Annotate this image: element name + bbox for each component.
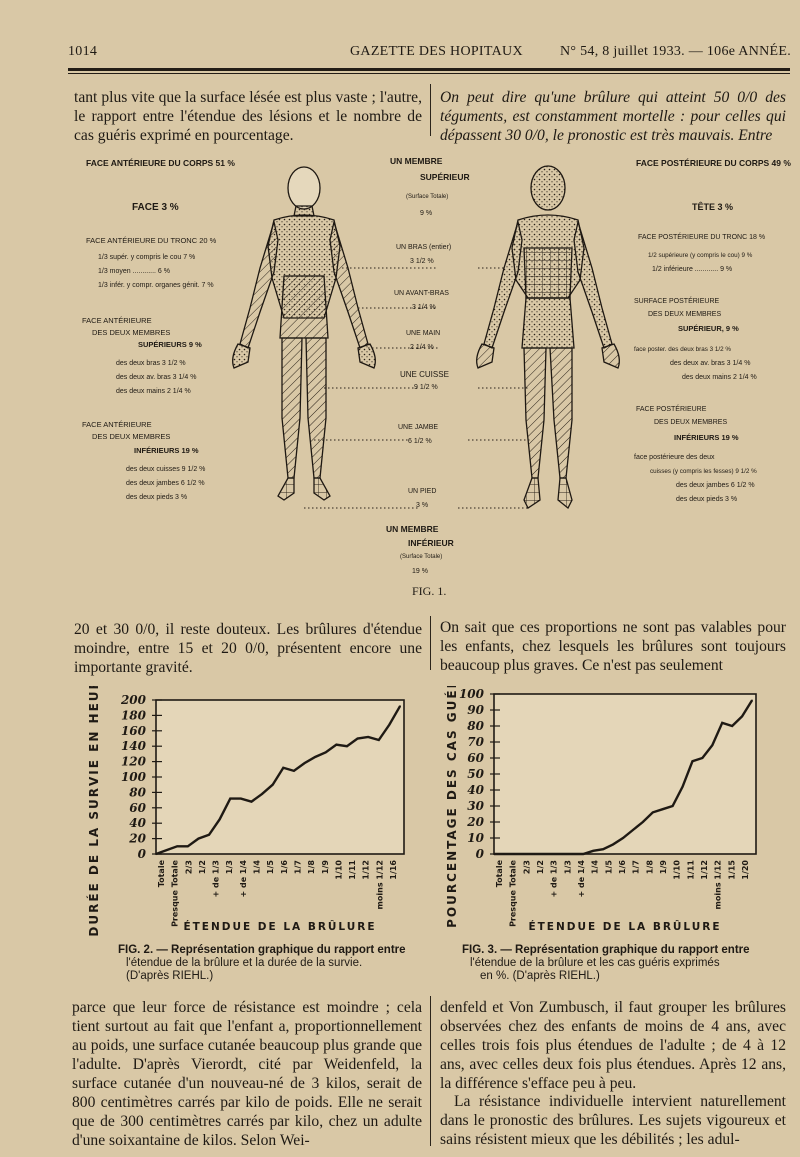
label-posterior-lower-item-4: des deux pieds 3 % bbox=[676, 496, 738, 503]
x-tick-label: 1/20 bbox=[741, 860, 750, 880]
y-tick-label: 80 bbox=[467, 719, 484, 733]
label-lower-member-3: (Surface Totale) bbox=[400, 554, 443, 560]
label-cuisse-value: 9 1/2 % bbox=[414, 384, 438, 391]
label-anterior-trunk: FACE ANTÉRIEURE DU TRONC 20 % bbox=[86, 236, 217, 245]
label-posterior-upper-2: DES DEUX MEMBRES bbox=[648, 311, 722, 318]
middle-text-left: 20 et 30 0/0, il reste douteux. Les brûlures d'étendue moindre, entre 15 et 20 0/0, présentent encore une importante gravité. bbox=[74, 621, 422, 676]
label-upper-member-3: (Surface Totale) bbox=[406, 194, 449, 200]
data-point bbox=[513, 853, 515, 855]
data-point bbox=[543, 853, 545, 855]
label-upper-item-3: des deux mains 2 1/4 % bbox=[116, 388, 191, 395]
label-upper-1: FACE ANTÉRIEURE bbox=[82, 316, 152, 325]
x-tick-label: 1/12 bbox=[361, 860, 371, 880]
data-point bbox=[399, 705, 401, 707]
label-jambe: UNE JAMBE bbox=[398, 424, 439, 431]
label-pied: UN PIED bbox=[408, 488, 437, 495]
label-trunk-item-2: 1/3 moyen ............ 6 % bbox=[98, 268, 170, 275]
data-point bbox=[493, 853, 495, 855]
figure-1-body-diagram bbox=[78, 148, 790, 600]
x-tick-label: 1/16 bbox=[389, 860, 398, 880]
x-tick-label: 1/4 bbox=[252, 860, 262, 875]
label-lower-member-4: 19 % bbox=[412, 568, 428, 575]
data-point bbox=[741, 716, 743, 718]
data-point bbox=[187, 845, 189, 847]
data-point bbox=[751, 700, 753, 702]
data-point bbox=[261, 793, 263, 795]
data-point bbox=[672, 805, 674, 807]
chart-2-svg bbox=[444, 686, 790, 936]
data-point bbox=[378, 739, 380, 741]
label-upper-2: DES DEUX MEMBRES bbox=[92, 328, 171, 337]
label-posterior-trunk: FACE POSTÉRIEURE DU TRONC 18 % bbox=[638, 234, 766, 241]
y-tick-label: 0 bbox=[475, 847, 484, 861]
label-posterior-lower-3: INFÉRIEURS 19 % bbox=[674, 433, 739, 442]
y-tick-label: 70 bbox=[467, 735, 484, 749]
journal-title: GAZETTE DES HOPITAUX bbox=[350, 44, 523, 59]
x-tick-label: 1/10 bbox=[672, 860, 682, 880]
y-tick-label: 30 bbox=[467, 799, 484, 813]
y-tick-label: 10 bbox=[467, 831, 484, 845]
label-posterior-trunk-2: 1/2 inférieure ............ 9 % bbox=[652, 266, 733, 273]
column-rule-2 bbox=[430, 616, 431, 670]
data-point bbox=[682, 786, 684, 788]
y-axis-label: POURCENTAGE DES CAS GUÉRIS bbox=[445, 686, 459, 928]
back-figure bbox=[477, 166, 620, 508]
header-rule-thin bbox=[68, 73, 790, 74]
data-point bbox=[198, 838, 200, 840]
data-point bbox=[563, 853, 565, 855]
y-tick-label: 200 bbox=[120, 693, 146, 707]
figure-3-caption bbox=[462, 944, 782, 983]
bottom-text-left: parce que leur force de résistance est moindre ; cela tient surtout au fait que l'enfant a, proportionnellement au poids, une surface cutanée beaucoup plus grande que l'adulte. D'après Vierordt, cité par Weidenfeld, la surface cutanée d'un nouveau-né de 3 kilos, serait de 800 centimètres carrés par kilo de poids. Elle ne serait que de 300 centimètres carrés par kilo, chez un adulte d'une soixantaine de kilos. Selon Wei- bbox=[72, 999, 422, 1149]
chart-cured-percentage bbox=[444, 686, 790, 936]
x-tick-label: moins 1/12 bbox=[713, 860, 723, 910]
data-point bbox=[662, 808, 664, 810]
y-tick-label: 60 bbox=[129, 800, 146, 815]
label-lower-item-3: des deux pieds 3 % bbox=[126, 494, 188, 501]
figure-2-caption-line-1: FIG. 2. — Représentation graphique du rapport entre bbox=[118, 944, 406, 956]
label-lower-2: DES DEUX MEMBRES bbox=[92, 432, 171, 441]
data-point bbox=[282, 767, 284, 769]
x-tick-label: 1/9 bbox=[659, 860, 668, 875]
x-tick-label: Totale bbox=[157, 860, 166, 888]
x-tick-label: + de 1/3 bbox=[549, 860, 559, 898]
data-point bbox=[208, 834, 210, 836]
bottom-text-right-2: La résistance individuelle intervient naturellement dans le pronostic des brûlures. Les sujets vigoureux et sains résistent mieux que les débilités ; les adul- bbox=[440, 1093, 786, 1148]
label-upper-item-1: des deux bras 3 1/2 % bbox=[116, 360, 186, 367]
label-avant-bras: UN AVANT-BRAS bbox=[394, 290, 449, 297]
x-axis-label: ÉTENDUE DE LA BRÛLURE bbox=[528, 921, 722, 933]
data-point bbox=[553, 853, 555, 855]
x-tick-label: 1/11 bbox=[348, 860, 358, 880]
data-point bbox=[219, 818, 221, 820]
figure-3-caption-line-2: l'étendue de la brûlure et les cas guéris exprimés bbox=[470, 957, 720, 969]
label-pied-value: 3 % bbox=[416, 502, 429, 509]
figure-3-caption-line-1: FIG. 3. — Représentation graphique du rapport entre bbox=[462, 944, 750, 956]
label-upper-member-1: UN MEMBRE bbox=[390, 156, 443, 166]
data-point bbox=[711, 744, 713, 746]
x-tick-label: + de 1/4 bbox=[238, 860, 248, 898]
label-posterior-lower-item-2: cuisses (y compris les fesses) 9 1/2 % bbox=[650, 468, 757, 475]
data-point bbox=[251, 801, 253, 803]
data-point bbox=[582, 853, 584, 855]
data-point bbox=[166, 849, 168, 851]
figure-2-caption-line-2: l'étendue de la brûlure et la durée de la survie. bbox=[126, 957, 363, 969]
label-upper-member-2: SUPÉRIEUR bbox=[420, 172, 470, 182]
label-lower-1: FACE ANTÉRIEURE bbox=[82, 420, 152, 429]
x-tick-label: 1/9 bbox=[320, 860, 330, 875]
data-point bbox=[523, 853, 525, 855]
x-tick-label: 2/3 bbox=[522, 860, 532, 875]
chart-survival-duration bbox=[80, 686, 420, 936]
y-tick-label: 80 bbox=[129, 785, 146, 800]
data-point bbox=[533, 853, 535, 855]
data-point bbox=[592, 850, 594, 852]
data-point bbox=[176, 845, 178, 847]
y-tick-label: 140 bbox=[120, 739, 146, 754]
data-point bbox=[272, 784, 274, 786]
x-tick-label: 1/10 bbox=[334, 860, 344, 880]
data-point bbox=[572, 853, 574, 855]
x-tick-label: 1/4 bbox=[590, 860, 600, 875]
data-point bbox=[314, 756, 316, 758]
data-point bbox=[388, 724, 390, 726]
y-tick-label: 40 bbox=[129, 816, 146, 831]
label-anterior-body: FACE ANTÉRIEURE DU CORPS 51 % bbox=[86, 158, 235, 168]
y-axis-label: DURÉE DE LA SURVIE EN HEURES bbox=[87, 686, 101, 936]
y-tick-label: 160 bbox=[120, 723, 146, 738]
label-posterior-lower-item-1: face postérieure des deux bbox=[634, 454, 715, 461]
label-lower-item-1: des deux cuisses 9 1/2 % bbox=[126, 466, 206, 473]
data-point bbox=[701, 757, 703, 759]
y-tick-label: 20 bbox=[467, 815, 484, 829]
page-number: 1014 bbox=[68, 44, 98, 59]
y-tick-label: 100 bbox=[120, 770, 146, 784]
label-posterior-upper-item-2: des deux av. bras 3 1/4 % bbox=[670, 360, 751, 367]
column-rule bbox=[430, 84, 431, 136]
front-figure bbox=[233, 167, 376, 500]
data-point bbox=[721, 722, 723, 724]
label-lower-item-2: des deux jambes 6 1/2 % bbox=[126, 480, 205, 487]
data-point bbox=[293, 770, 295, 772]
top-text-right: On peut dire qu'une brûlure qui atteint 50 0/0 des téguments, est constamment mortelle : pour celles qui dépassent 30 0/0, le pronostic est très mauvais. Entre bbox=[440, 89, 786, 144]
data-point bbox=[622, 837, 624, 839]
x-tick-label: 1/7 bbox=[293, 860, 303, 875]
data-point bbox=[229, 798, 231, 800]
x-tick-label: 1/5 bbox=[604, 860, 614, 875]
label-bras: UN BRAS (entier) bbox=[396, 244, 452, 251]
label-posterior-body: FACE POSTÉRIEURE DU CORPS 49 % bbox=[636, 158, 791, 168]
data-point bbox=[335, 744, 337, 746]
label-posterior-upper-item-3: des deux mains 2 1/4 % bbox=[682, 374, 757, 381]
y-tick-label: 180 bbox=[120, 708, 146, 723]
label-upper-member-4: 9 % bbox=[420, 210, 433, 217]
x-tick-label: Presque Totale bbox=[170, 860, 180, 927]
x-tick-label: 1/3 bbox=[563, 860, 573, 875]
x-tick-label: Presque Totale bbox=[508, 860, 518, 927]
data-point bbox=[304, 762, 306, 764]
x-tick-label: + de 1/4 bbox=[577, 860, 586, 898]
label-upper-3: SUPÉRIEURS 9 % bbox=[138, 340, 202, 349]
x-tick-label: 1/2 bbox=[536, 860, 545, 875]
data-point bbox=[731, 725, 733, 727]
label-bras-value: 3 1/2 % bbox=[410, 258, 434, 265]
plot-frame bbox=[494, 694, 756, 854]
label-main-value: 2 1/4 % bbox=[410, 344, 434, 351]
x-tick-label: 1/6 bbox=[618, 860, 627, 875]
x-tick-label: + de 1/3 bbox=[211, 860, 221, 898]
chart-1-svg bbox=[80, 686, 420, 936]
x-tick-label: 1/6 bbox=[279, 860, 289, 875]
x-tick-label: 1/11 bbox=[686, 860, 696, 880]
y-tick-label: 100 bbox=[458, 687, 484, 701]
y-tick-label: 20 bbox=[129, 831, 146, 846]
label-lower-member-2: INFÉRIEUR bbox=[408, 538, 454, 548]
data-point bbox=[155, 853, 157, 855]
x-tick-label: 1/5 bbox=[266, 860, 276, 875]
label-posterior-lower-1: FACE POSTÉRIEURE bbox=[636, 406, 707, 413]
x-axis-label: ÉTENDUE DE LA BRÛLURE bbox=[183, 921, 377, 933]
label-lower-member-1: UN MEMBRE bbox=[386, 524, 439, 534]
data-point bbox=[346, 745, 348, 747]
x-tick-label: 1/3 bbox=[225, 860, 235, 875]
label-face: FACE 3 % bbox=[132, 202, 179, 213]
data-point bbox=[357, 738, 359, 740]
y-tick-label: 40 bbox=[467, 783, 484, 797]
x-tick-label: 2/3 bbox=[184, 860, 194, 875]
label-trunk-item-1: 1/3 supér. y compris le cou 7 % bbox=[98, 254, 196, 261]
label-head: TÊTE 3 % bbox=[692, 202, 734, 212]
figure-1-caption: FIG. 1. bbox=[412, 584, 447, 598]
figure-2-caption bbox=[118, 944, 408, 983]
x-tick-label: 1/15 bbox=[727, 860, 737, 880]
running-header bbox=[68, 44, 792, 66]
x-tick-label: 1/12 bbox=[700, 860, 709, 880]
data-point bbox=[652, 812, 654, 814]
middle-text-right: On sait que ces proportions ne sont pas valables pour les enfants, chez lesquels les brûlures sont toujours beaucoup plus graves. Ce n'est pas seulement bbox=[440, 619, 786, 674]
x-tick-label: 1/2 bbox=[197, 860, 207, 875]
figure-3-caption-line-3: en %. (D'après RIEHL.) bbox=[480, 970, 600, 982]
y-tick-label: 60 bbox=[467, 751, 484, 765]
label-main: UNE MAIN bbox=[406, 330, 441, 337]
x-tick-label: 1/8 bbox=[307, 860, 317, 875]
plot-frame bbox=[156, 700, 404, 854]
header-rule-thick bbox=[68, 68, 790, 71]
data-point bbox=[692, 760, 694, 762]
label-upper-item-2: des deux av. bras 3 1/4 % bbox=[116, 374, 197, 381]
y-tick-label: 50 bbox=[467, 767, 484, 781]
column-rule-3 bbox=[430, 996, 431, 1146]
x-tick-label: 1/7 bbox=[631, 860, 641, 875]
data-point bbox=[367, 736, 369, 738]
data-point bbox=[240, 798, 242, 800]
data-point bbox=[632, 829, 634, 831]
label-posterior-upper-3: SUPÉRIEUR, 9 % bbox=[678, 324, 739, 333]
y-tick-label: 120 bbox=[120, 754, 146, 769]
data-point bbox=[602, 848, 604, 850]
data-point bbox=[642, 821, 644, 823]
data-point bbox=[612, 844, 614, 846]
label-posterior-lower-item-3: des deux jambes 6 1/2 % bbox=[676, 482, 755, 489]
x-tick-label: 1/8 bbox=[645, 860, 655, 875]
issue-info: N° 54, 8 juillet 1933. — 106e ANNÉE. bbox=[560, 44, 792, 59]
data-point bbox=[325, 751, 327, 753]
label-trunk-item-3: 1/3 infér. y compr. organes génit. 7 % bbox=[98, 282, 214, 289]
label-posterior-upper-item-1: face poster. des deux bras 3 1/2 % bbox=[634, 346, 731, 353]
figure-2-caption-line-3: (D'après RIEHL.) bbox=[126, 970, 214, 982]
label-jambe-value: 6 1/2 % bbox=[408, 438, 432, 445]
top-text-left: tant plus vite que la surface lésée est plus vaste ; l'autre, le rapport entre l'étendue des lésions et le nombre de cas guéris exprimé en pourcentage. bbox=[74, 89, 422, 144]
label-cuisse: UNE CUISSE bbox=[400, 370, 449, 379]
label-posterior-upper-1: SURFACE POSTÉRIEURE bbox=[634, 298, 720, 305]
label-avant-bras-value: 3 1/4 % bbox=[412, 304, 436, 311]
y-tick-label: 0 bbox=[137, 847, 146, 861]
label-posterior-trunk-1: 1/2 supérieure (y compris le cou) 9 % bbox=[648, 252, 753, 259]
label-lower-3: INFÉRIEURS 19 % bbox=[134, 446, 199, 455]
x-tick-label: Totale bbox=[495, 860, 504, 888]
x-tick-label: moins 1/12 bbox=[375, 860, 385, 910]
label-posterior-lower-2: DES DEUX MEMBRES bbox=[654, 419, 728, 426]
data-point bbox=[503, 853, 505, 855]
bottom-text-right-1: denfeld et Von Zumbusch, il faut grouper les brûlures observées chez des enfants de moins de 4 ans, avec celles trois fois plus étendues de l'adulte ; de 4 à 12 ans, avec celles deux fois plus étendues. Après 12 ans, la différence s'efface peu à peu. bbox=[440, 999, 786, 1092]
y-tick-label: 90 bbox=[467, 703, 484, 717]
